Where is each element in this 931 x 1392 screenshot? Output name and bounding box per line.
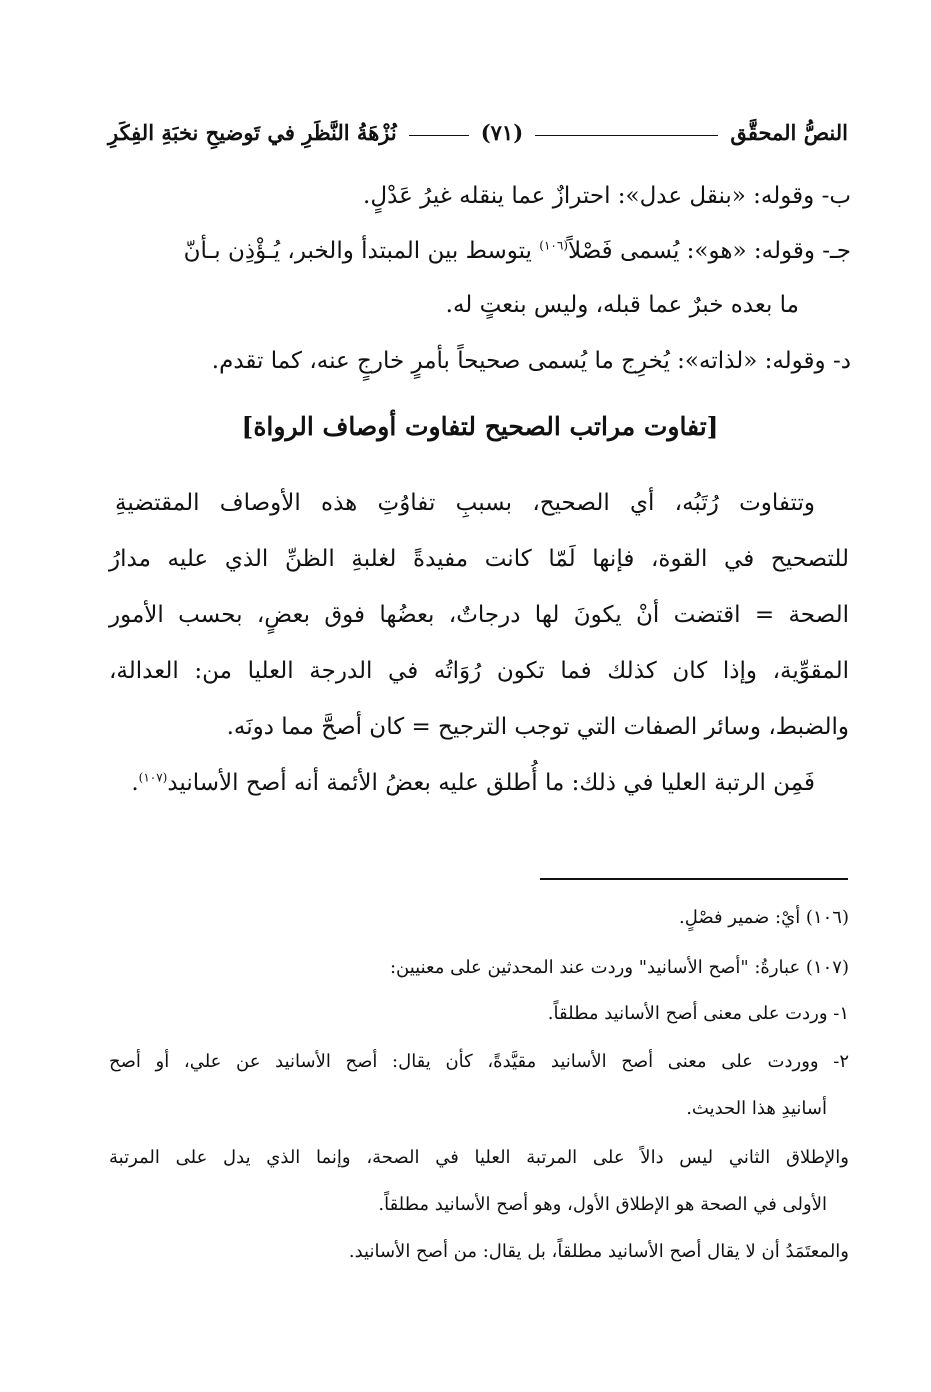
body-line: للتصحيح في القوة، فإنها لَمّا كانت مفيدةً لغلبةِ الظنِّ الذي عليه مدارُ [109, 546, 849, 572]
running-header [108, 112, 848, 152]
body-line: الصحة = اقتضت أنْ يكونَ لها درجاتٌ، بعضُها فوق بعضٍ، بحسب الأمور [109, 602, 849, 628]
footnote-ref-106[interactable]: (١٠٦) [539, 238, 568, 253]
footnote-paragraph: الأولى في الصحة هو الإطلاق الأول، وهو أصح الأسانيد مطلقاً. [378, 1194, 827, 1215]
period: . [131, 770, 139, 796]
body-line: والضبط، وسائر الصفات التي توجب الترجيح = كان أصحَّ مما دونَه. [226, 714, 849, 740]
header-book-title: نُزْهَةُ النَّظَرِ في تَوضيحِ نخبَةِ الفِكَرِ [108, 119, 397, 145]
footnote-106: (١٠٦) أيْ: ضمير فصْلٍ. [678, 907, 849, 928]
header-rule [409, 135, 469, 136]
footnote-107: (١٠٧) عبارةُ: "أصح الأسانيد" وردت عند المحدثين على معنيين: [389, 957, 849, 978]
item-d: د- وقوله: «لذاته»: يُخرِج ما يُسمى صحيحاً بأمرٍ خارجٍ عنه، كما تقدم. [211, 348, 851, 374]
body-line-last [131, 770, 815, 796]
item-j-line2: ما بعده خبرٌ عما قبله، وليس بنعتٍ له. [445, 292, 799, 318]
footnote-list-item: ١- وردت على معنى أصح الأسانيد مطلقاً. [547, 1003, 849, 1024]
footnote-list-item: ٢- ووردت على معنى أصح الأسانيد مقيَّدةً، كأن يقال: أصح الأسانيد عن علي، أو أصح [109, 1051, 849, 1072]
body-line: المقوِّية، وإذا كان كذلك فما تكون رُوَاتُه في الدرجة العليا من: العدالة، [109, 658, 849, 684]
section-heading: [تفاوت مراتب الصحيح لتفاوت أوصاف الرواة] [241, 412, 719, 441]
footnote-paragraph: والإطلاق الثاني ليس دالاً على المرتبة العليا في الصحة، وإنما الذي يدل على المرتبة [109, 1147, 849, 1168]
item-j-text: جـ- وقوله: «هو»: يُسمى فَصْلاً [568, 238, 851, 264]
item-b: ب- وقوله: «بنقل عدل»: احترازٌ عما ينقله غيرُ عَدْلٍ. [363, 183, 851, 209]
item-j-line1 [184, 238, 851, 264]
footnote-list-item-cont: أسانيدِ هذا الحديث. [686, 1098, 827, 1119]
page-number: (٧١) [480, 119, 524, 145]
footnote-paragraph: والمعتَمَدُ أن لا يقال أصح الأسانيد مطلقاً، بل يقال: من أصح الأسانيد. [348, 1241, 849, 1262]
header-section-title: النصُّ المحقَّق [730, 119, 848, 145]
header-rule [535, 135, 718, 136]
footnote-ref-107[interactable]: (١٠٧) [138, 770, 168, 785]
footnote-separator [540, 878, 848, 880]
body-last-text: فَمِن الرتبة العليا في ذلك: ما أُطلق عليه بعضُ الأئمة أنه أصح الأسانيد [167, 770, 815, 796]
body-line: وتتفاوت رُتَبُه، أي الصحيح، بسببِ تفاوُتِ هذه الأوصاف المقتضيةِ [115, 490, 815, 516]
item-j-text-rest: يتوسط بين المبتدأ والخبر، يُـؤْذِن بـأنّ [183, 238, 540, 264]
